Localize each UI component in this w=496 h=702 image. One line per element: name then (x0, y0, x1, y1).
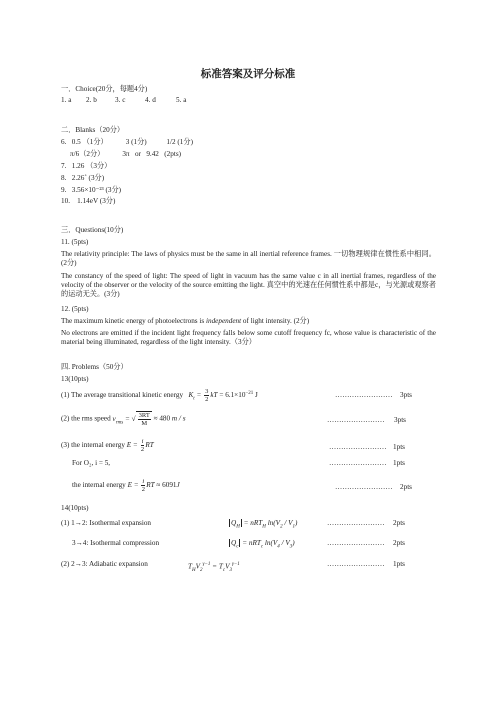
blank-line: 10. 1.14eV (3分) (61, 197, 116, 205)
points-label: 2pts (393, 539, 405, 547)
q13-title: 13(10pts) (61, 375, 89, 383)
questions-header: 三．Questions(10分) (61, 226, 124, 234)
fraction: $\frac{3}{2}$ (205, 388, 209, 403)
q12-point-2: No electrons are emitted if the incident light frequency falls below some cutoff frequency fc, whose value is characteristic of the material being illuminated, regardless of the light intensity.（3分） (61, 329, 436, 346)
blank-line: 8. 2.26˚ (3分) (61, 174, 105, 182)
leader-dots: …………………… (335, 391, 393, 399)
q12-point-1: The maximum kinetic energy of photoelectrons is independent of light intensity. (2分) (61, 317, 310, 325)
blank-line: 6. 0.5 （1分） 3 (1分) 1/2 (1分) (61, 138, 193, 146)
choice-answer-3: 3. c (115, 96, 126, 104)
points-label: 2pts (400, 483, 412, 491)
emphasis-text: independent (205, 317, 242, 325)
leader-dots: …………………… (329, 443, 387, 451)
leader-dots: …………………… (335, 483, 393, 491)
q14-isothermal-expansion: (1) 1→2: Isothermal expansion $Q_H = nRT_H$ $\ln(V_2 / V_1)$ (61, 519, 298, 530)
choice-header: 一．Choice(20分，每题4分) (61, 85, 148, 93)
page-title: 标准答案及评分标准 (200, 68, 296, 80)
leader-dots: …………………… (327, 539, 385, 547)
leader-dots: …………………… (327, 560, 385, 568)
q14-isothermal-compression: 3→4: Isothermal compression $Q_c = nRT_c$ $\ln(V_4 / V_3)$ (72, 539, 295, 550)
problems-header: 四. Problems（50分） (61, 363, 128, 371)
choice-answer-5: 5. a (176, 96, 187, 104)
blank-line: π/6（2分） 3π or 9.42 (2pts) (61, 150, 182, 158)
points-label: 1pts (393, 459, 405, 467)
q11-relativity-principle: The relativity principle: The laws of physics must be the same in all inertial reference frames. 一切物理规律在惯性系中相同。(2分) (61, 250, 436, 267)
q13-kinetic-energy: (1) The average transitional kinetic energy $K_t$ = $\frac{3}{2}$ kT = $6.1\times 10^{-21}$ J (61, 388, 258, 403)
q14-title: 14(10pts) (61, 504, 89, 512)
leader-dots: …………………… (329, 459, 387, 467)
blanks-header: 二．Blanks（20分） (61, 126, 125, 134)
q13-internal-energy: (3) the internal energy E = $\frac{i}{2}$ RT (61, 438, 154, 453)
kinetic-energy-formula: $K_t$ = (184, 391, 204, 402)
sqrt-symbol: √ $\frac{3RT}{M}$ (131, 412, 150, 427)
choice-answer-1: 1. a (61, 96, 72, 104)
leader-dots: …………………… (327, 519, 385, 527)
q13-rms-speed: (2) the rms speed $v_{rms}$ = √ $\frac{3RT}{M}$ ≈ 480 m / s (61, 412, 186, 427)
points-label: 1pts (393, 443, 405, 451)
points-label: 3pts (394, 416, 406, 424)
choice-answer-2: 2. b (86, 96, 97, 104)
blank-line: 9. 3.56×10⁻²³ (3分) (61, 186, 122, 194)
q13-internal-energy-value: the internal energy E = $\frac{i}{2}$ RT ≈ 6091J (72, 478, 180, 493)
choice-answers (61, 96, 436, 105)
q12-title: 12. (5pts) (61, 305, 89, 313)
blank-line: 7. 1.26 （3分） (61, 162, 112, 170)
points-label: 3pts (400, 391, 412, 399)
q13-oxygen-dof: For O₂, i = 5, (72, 459, 111, 467)
points-label: 1pts (393, 560, 405, 568)
choice-answer-4: 4. d (145, 96, 156, 104)
leader-dots: …………………… (327, 416, 385, 424)
points-label: 2pts (393, 519, 405, 527)
q14-adiabatic-expansion: (2) 2→3: Adiabatic expansion $T_HV_2^{\gamma-1} = T_cV_3^{\gamma-1}$ (61, 560, 240, 573)
q11-title: 11. (5pts) (61, 238, 89, 246)
q11-light-speed-constancy: The constancy of the speed of light: The speed of light in vacuum has the same value c in all inertial frames, regardless of the velocity of the observer or the velocity of the source emitting the light. 真空中的光速在任何惯性系中都是c，与光源或观察者的运动无关。(3分) (61, 272, 436, 298)
